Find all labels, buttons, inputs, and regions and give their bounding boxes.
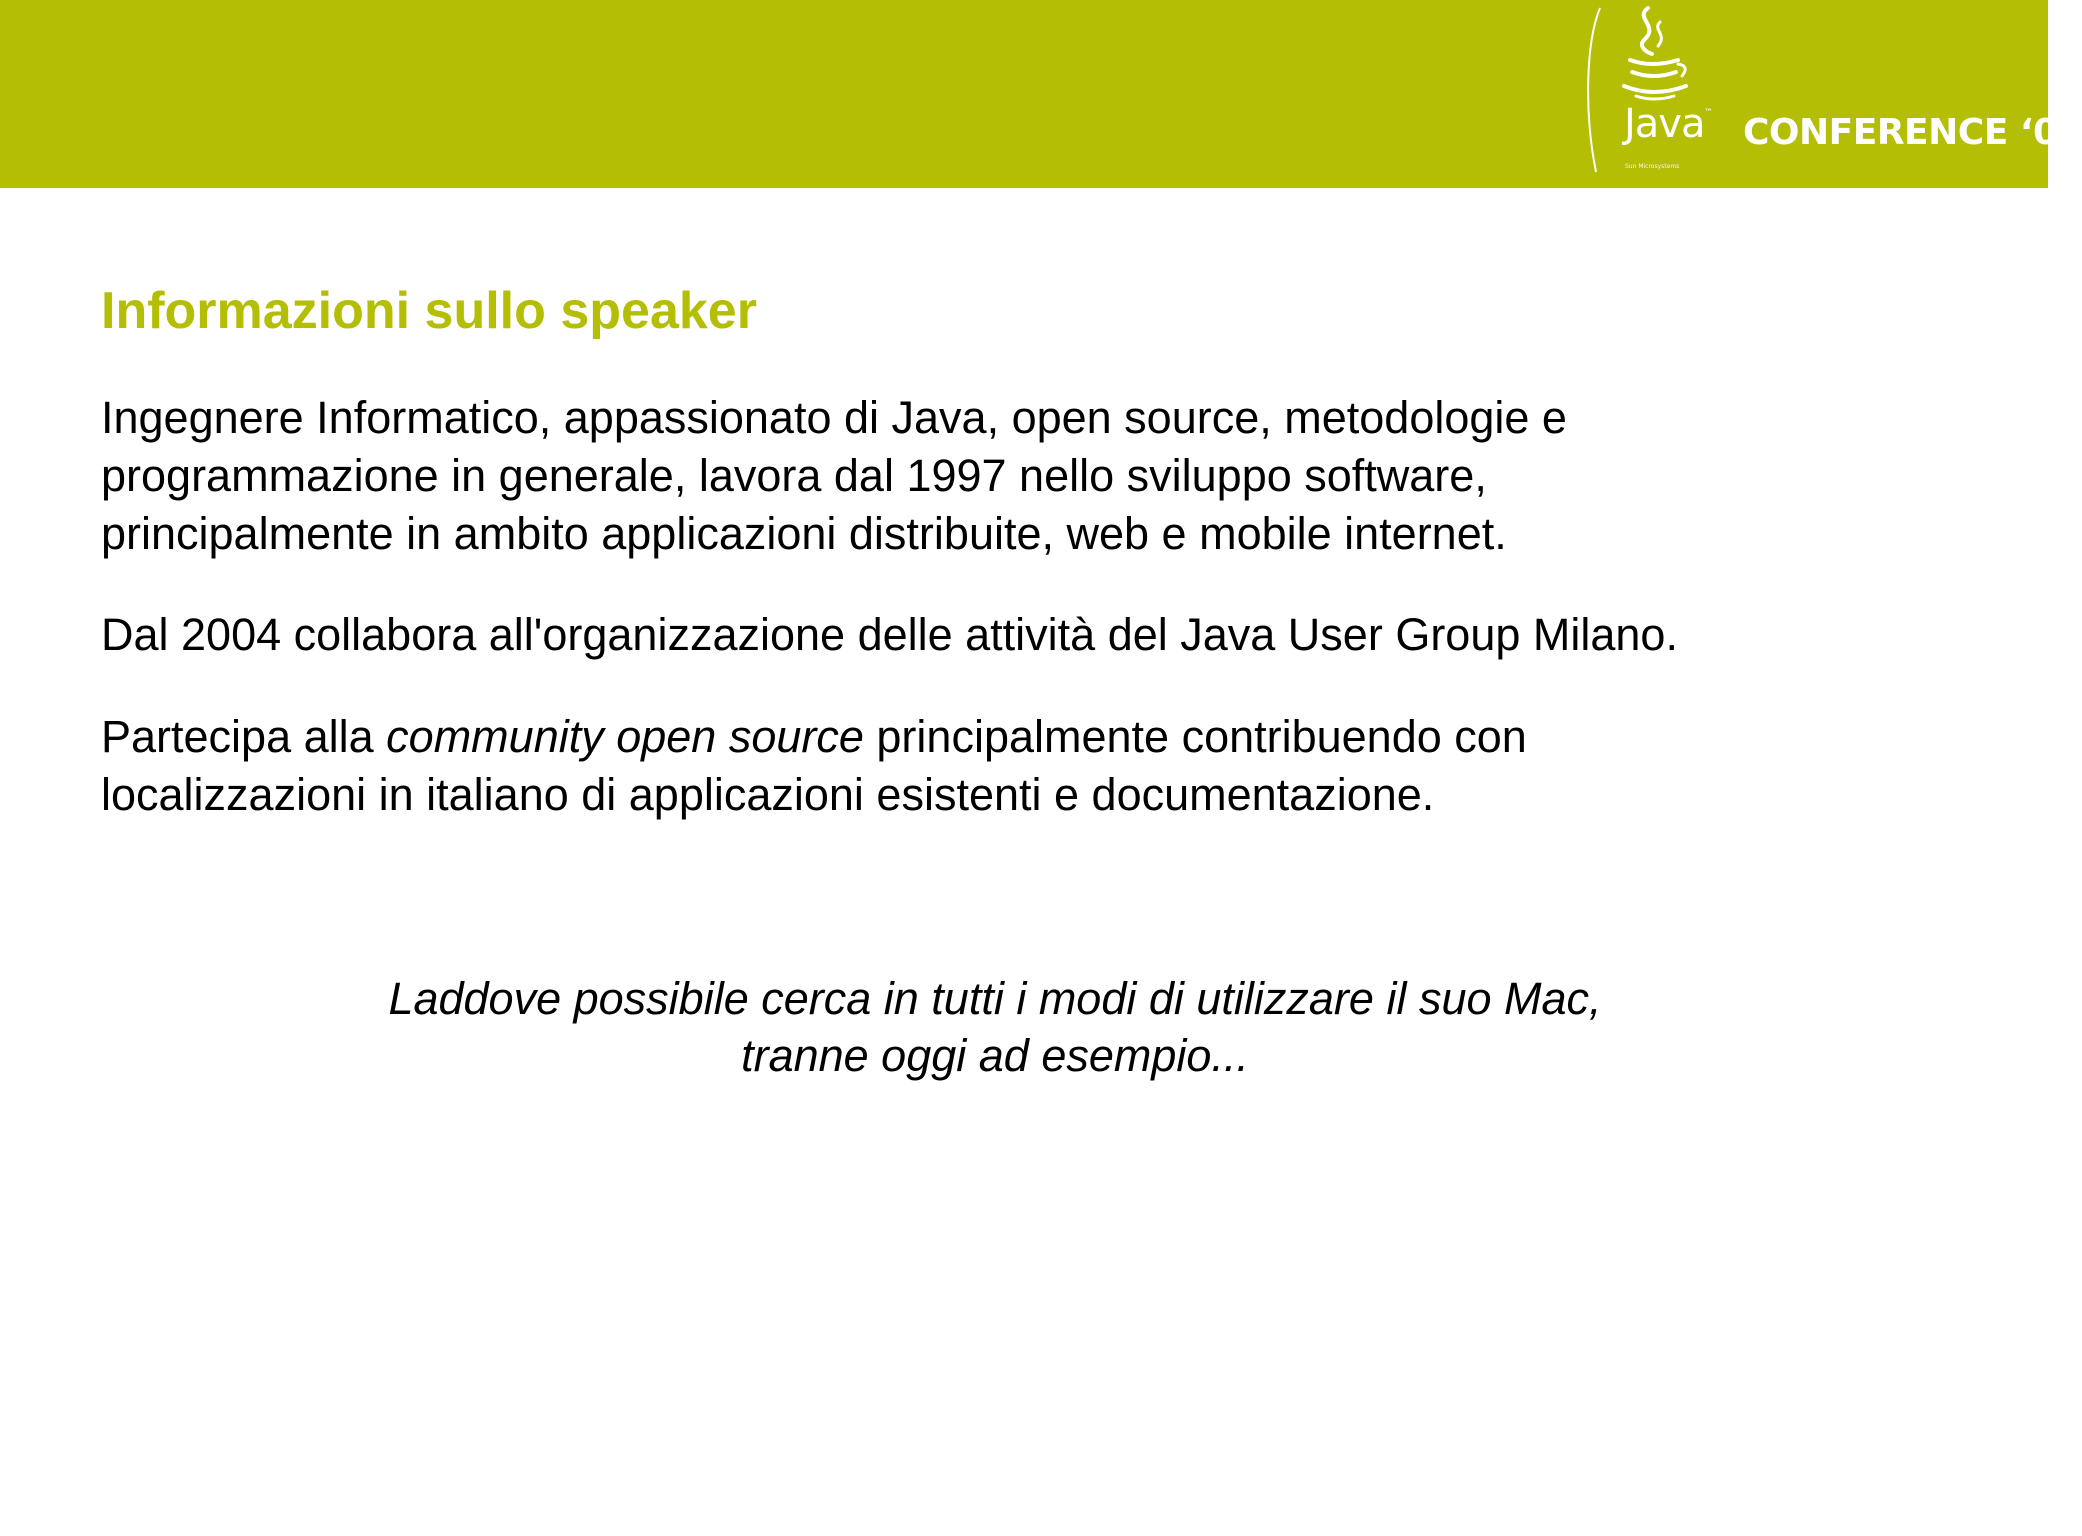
- java-trademark: ™: [1704, 108, 1713, 118]
- closing-quote: [0, 970, 1990, 1084]
- community-prefix: Partecipa alla: [101, 711, 387, 762]
- java-logo-word: Java: [1624, 101, 1705, 147]
- java-conference-logo: [1582, 2, 2082, 184]
- conference-label: CONFERENCE ‘06: [1743, 112, 2082, 153]
- community-suffix: principalmente contribuendo con: [863, 711, 1527, 762]
- java-cup-icon: [1582, 2, 2042, 184]
- jug-paragraph: [101, 606, 2001, 664]
- community-line: localizzazioni in italiano di applicazioni esistenti e documentazione.: [101, 769, 1435, 820]
- jug-line: Dal 2004 collabora all'organizzazione delle attività del Java User Group Milano.: [101, 609, 1678, 660]
- java-logo-subtext: Sun Microsystems: [1625, 163, 1680, 170]
- community-emphasis: community open source: [386, 711, 864, 762]
- bio-line: programmazione in generale, lavora dal 1997 nello sviluppo software,: [101, 450, 1487, 501]
- bio-line: Ingegnere Informatico, appassionato di Java, open source, metodologie e: [101, 392, 1567, 443]
- quote-line: tranne oggi ad esempio...: [741, 1030, 1249, 1081]
- quote-line: Laddove possibile cerca in tutti i modi di utilizzare il suo Mac,: [388, 973, 1602, 1024]
- bio-line: principalmente in ambito applicazioni distribuite, web e mobile internet.: [101, 508, 1507, 559]
- bio-paragraph: [101, 389, 2001, 563]
- slide-title: Informazioni sullo speaker: [101, 282, 757, 340]
- community-line: [101, 708, 2001, 766]
- community-paragraph: [101, 708, 2001, 824]
